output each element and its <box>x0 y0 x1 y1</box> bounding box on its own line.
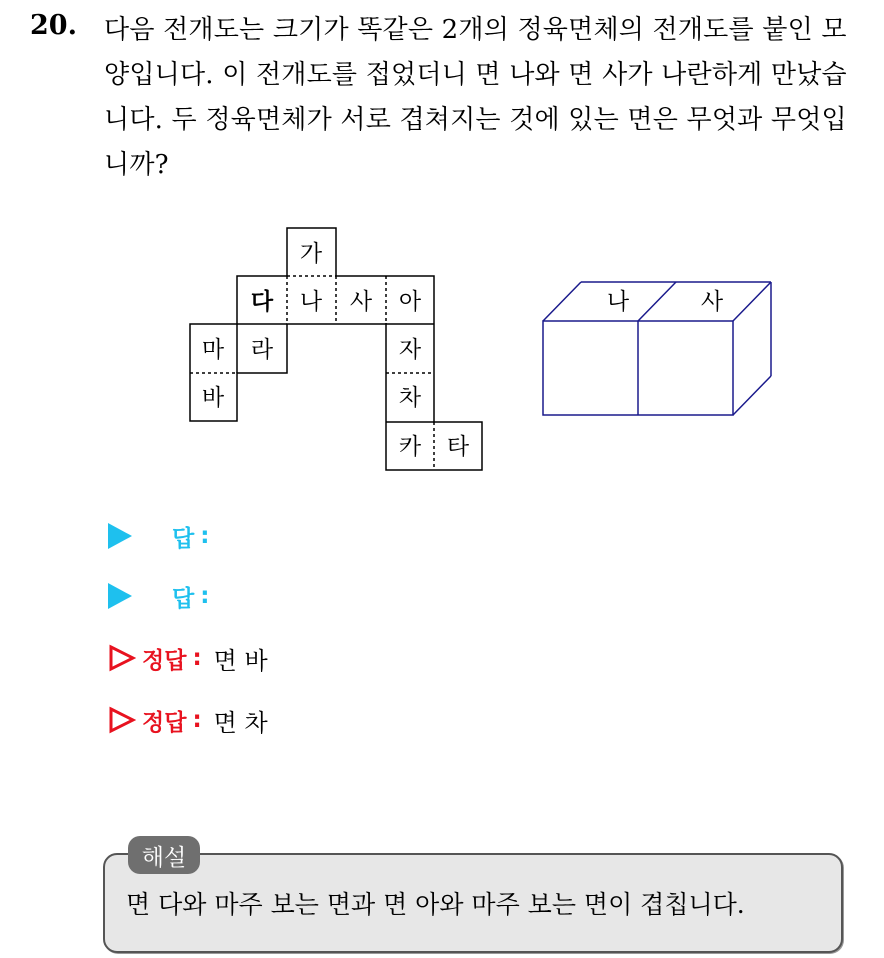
joined-cubes <box>543 282 771 415</box>
face-a: 아 <box>398 289 422 315</box>
question-number: 20. <box>30 10 77 41</box>
face-da: 다 <box>250 288 274 315</box>
face-ma: 마 <box>201 337 225 363</box>
correct-answer-row-2 <box>108 702 268 738</box>
outline-triangle-icon <box>108 644 136 672</box>
outline-triangle-icon <box>108 706 136 734</box>
explanation-tag: 해설 <box>128 836 200 874</box>
correct-answer-colon: : <box>192 645 202 671</box>
correct-answer-value: 면 차 <box>213 708 268 737</box>
cube-net <box>190 228 482 470</box>
face-ra: 라 <box>250 337 274 363</box>
correct-answer-row-1 <box>108 640 268 676</box>
play-icon <box>108 583 132 609</box>
face-ba: 바 <box>201 385 225 411</box>
correct-answer-value: 면 바 <box>213 646 268 675</box>
answer-label: 답 <box>172 525 195 552</box>
face-ka: 카 <box>398 434 422 460</box>
cube-top-left-label: 나 <box>606 289 630 315</box>
face-cha: 차 <box>398 385 422 411</box>
face-ga: 가 <box>299 241 323 267</box>
correct-answer-label: 정답 <box>142 709 187 736</box>
face-na: 나 <box>299 289 323 315</box>
answer-row-2 <box>108 578 209 614</box>
face-sa: 사 <box>349 289 373 315</box>
cube-top-right-label: 사 <box>700 289 724 315</box>
answer-row-1 <box>108 518 209 554</box>
question-text: 다음 전개도는 크기가 똑같은 2개의 정육면체의 전개도를 붙인 모양입니다. 이 전개도를 접었더니 면 나와 면 사가 나란하게 만났습니다. 두 정육면체가 서로 겹쳐지는 것에 있는 면은 무엇과 무엇입니까? <box>104 15 847 180</box>
face-ja: 자 <box>398 337 422 363</box>
correct-answer-label: 정답 <box>142 647 187 674</box>
answer-colon: : <box>200 523 210 549</box>
answer-label: 답 <box>172 585 195 612</box>
play-icon <box>108 523 132 549</box>
correct-answer-colon: : <box>192 707 202 733</box>
explanation-text: 면 다와 마주 보는 면과 면 아와 마주 보는 면이 겹칩니다. <box>126 890 745 919</box>
face-ta: 타 <box>446 434 470 460</box>
answer-colon: : <box>200 583 210 609</box>
